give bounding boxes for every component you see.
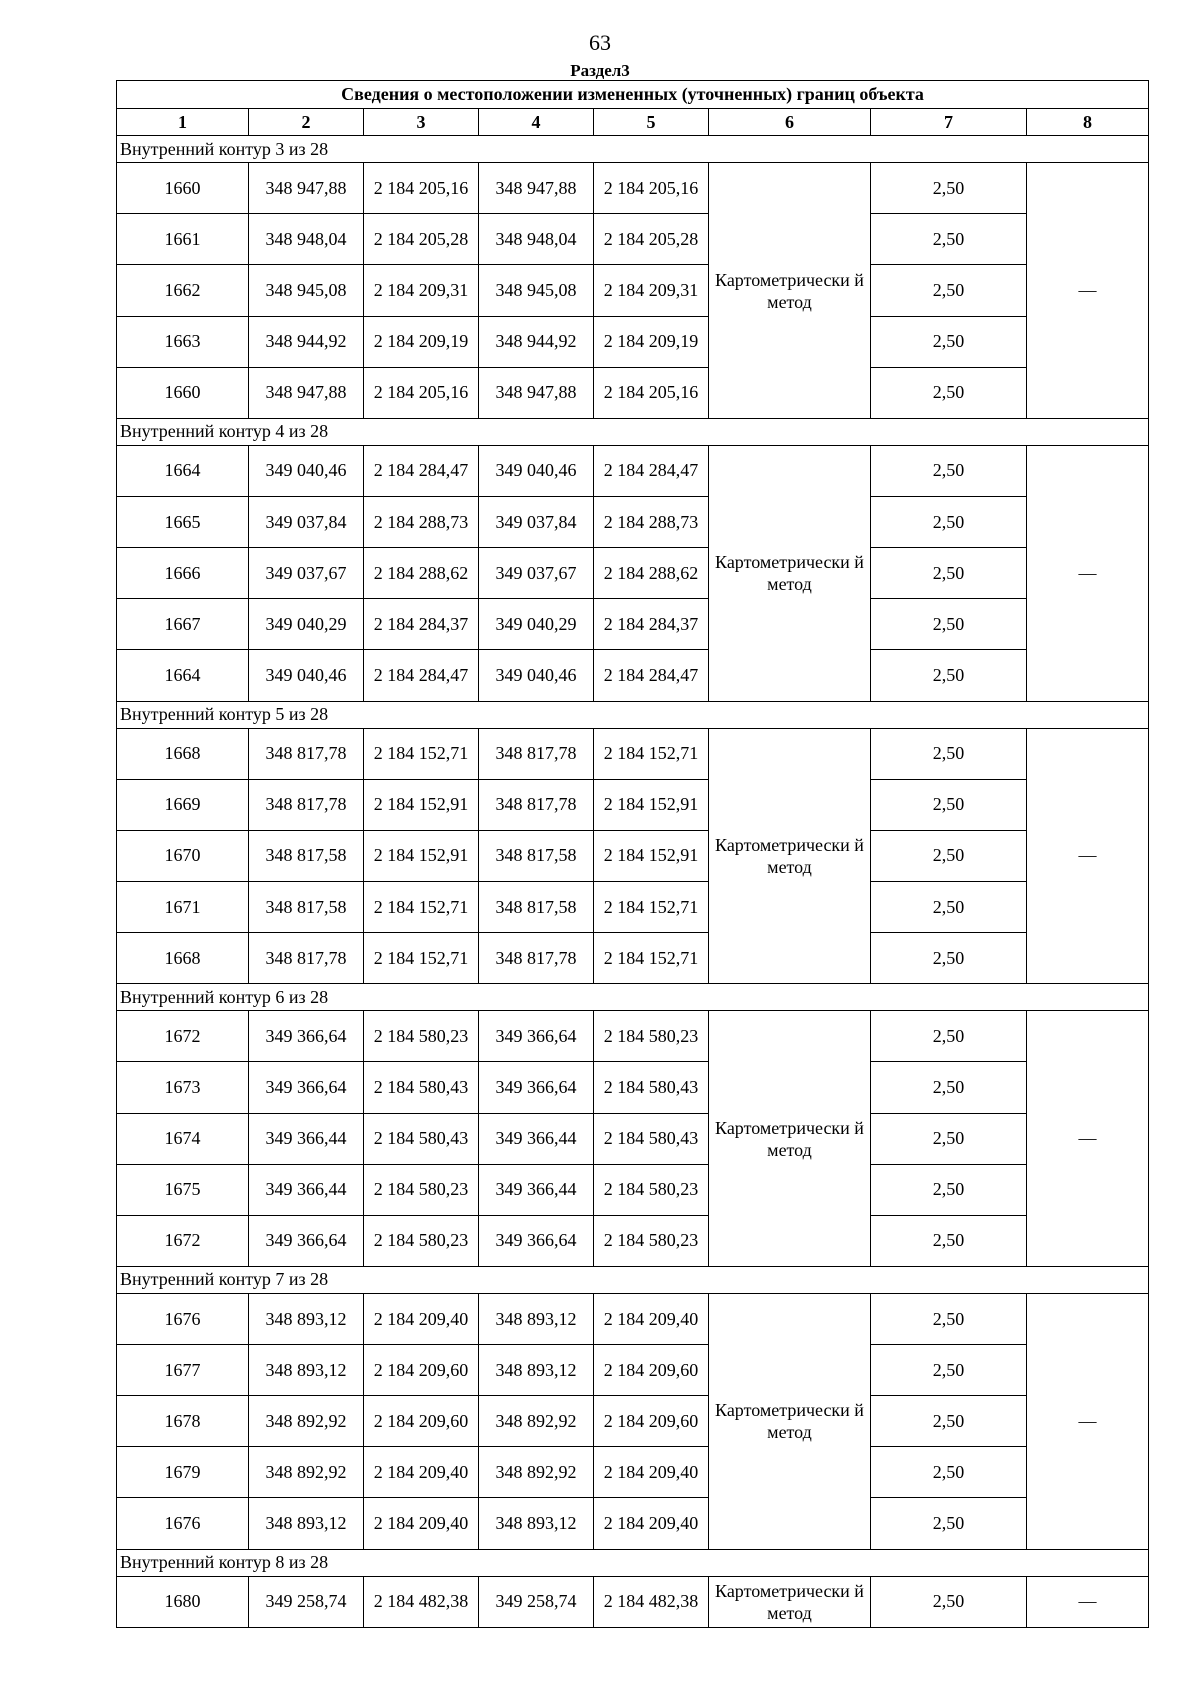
y-coordinate: 2 184 288,73 bbox=[364, 497, 479, 548]
accuracy-value: 2,50 bbox=[871, 779, 1027, 830]
y-coordinate: 2 184 284,47 bbox=[364, 650, 479, 701]
y-coordinate-new: 2 184 152,91 bbox=[594, 779, 709, 830]
y-coordinate-new: 2 184 209,60 bbox=[594, 1345, 709, 1396]
x-coordinate-new: 349 040,46 bbox=[479, 650, 594, 701]
accuracy-value: 2,50 bbox=[871, 1293, 1027, 1344]
x-coordinate: 349 366,64 bbox=[249, 1062, 364, 1113]
x-coordinate-new: 348 944,92 bbox=[479, 316, 594, 367]
x-coordinate-new: 349 366,44 bbox=[479, 1113, 594, 1164]
accuracy-value: 2,50 bbox=[871, 881, 1027, 932]
accuracy-value: 2,50 bbox=[871, 1011, 1027, 1062]
x-coordinate-new: 348 817,58 bbox=[479, 881, 594, 932]
y-coordinate: 2 184 152,71 bbox=[364, 881, 479, 932]
point-number: 1670 bbox=[117, 830, 249, 881]
x-coordinate-new: 349 366,64 bbox=[479, 1011, 594, 1062]
contour-label: Внутренний контур 8 из 28 bbox=[117, 1549, 1149, 1576]
dash-cell: — bbox=[1027, 1293, 1149, 1549]
y-coordinate-new: 2 184 288,62 bbox=[594, 548, 709, 599]
accuracy-value: 2,50 bbox=[871, 1113, 1027, 1164]
column-header: 5 bbox=[594, 109, 709, 136]
contour-header-row bbox=[117, 136, 1149, 163]
contour-header-row bbox=[117, 701, 1149, 728]
table-row bbox=[117, 728, 1149, 779]
y-coordinate-new: 2 184 205,16 bbox=[594, 163, 709, 214]
x-coordinate: 349 366,44 bbox=[249, 1164, 364, 1215]
table-body bbox=[117, 81, 1149, 1628]
x-coordinate-new: 349 037,67 bbox=[479, 548, 594, 599]
x-coordinate: 348 893,12 bbox=[249, 1345, 364, 1396]
column-header: 1 bbox=[117, 109, 249, 136]
x-coordinate: 348 893,12 bbox=[249, 1498, 364, 1549]
accuracy-value: 2,50 bbox=[871, 265, 1027, 316]
accuracy-value: 2,50 bbox=[871, 933, 1027, 984]
dash-cell: — bbox=[1027, 1011, 1149, 1267]
accuracy-value: 2,50 bbox=[871, 1345, 1027, 1396]
x-coordinate-new: 349 366,64 bbox=[479, 1062, 594, 1113]
x-coordinate: 348 947,88 bbox=[249, 367, 364, 418]
table-row bbox=[117, 1113, 1149, 1164]
point-number: 1664 bbox=[117, 445, 249, 496]
dash-cell: — bbox=[1027, 445, 1149, 701]
contour-header-row bbox=[117, 1266, 1149, 1293]
table-row bbox=[117, 881, 1149, 932]
y-coordinate-new: 2 184 209,60 bbox=[594, 1396, 709, 1447]
dash-cell: — bbox=[1027, 728, 1149, 984]
table-row bbox=[117, 1576, 1149, 1627]
point-number: 1678 bbox=[117, 1396, 249, 1447]
table-title-row bbox=[117, 81, 1149, 109]
x-coordinate: 349 040,46 bbox=[249, 650, 364, 701]
contour-header-row bbox=[117, 1549, 1149, 1576]
x-coordinate: 348 817,58 bbox=[249, 830, 364, 881]
point-number: 1661 bbox=[117, 214, 249, 265]
dash-cell: — bbox=[1027, 163, 1149, 419]
table-row bbox=[117, 497, 1149, 548]
x-coordinate: 349 040,29 bbox=[249, 599, 364, 650]
coordinates-table bbox=[116, 80, 1149, 1628]
x-coordinate: 348 817,78 bbox=[249, 728, 364, 779]
contour-header-row bbox=[117, 418, 1149, 445]
page-number: 63 bbox=[589, 30, 611, 55]
contour-label: Внутренний контур 4 из 28 bbox=[117, 418, 1149, 445]
x-coordinate: 349 366,44 bbox=[249, 1113, 364, 1164]
y-coordinate-new: 2 184 209,40 bbox=[594, 1293, 709, 1344]
x-coordinate: 349 258,74 bbox=[249, 1576, 364, 1627]
x-coordinate: 349 037,67 bbox=[249, 548, 364, 599]
y-coordinate: 2 184 580,23 bbox=[364, 1011, 479, 1062]
y-coordinate-new: 2 184 209,19 bbox=[594, 316, 709, 367]
y-coordinate: 2 184 152,91 bbox=[364, 779, 479, 830]
point-number: 1672 bbox=[117, 1011, 249, 1062]
y-coordinate: 2 184 482,38 bbox=[364, 1576, 479, 1627]
x-coordinate-new: 349 366,44 bbox=[479, 1164, 594, 1215]
accuracy-value: 2,50 bbox=[871, 1215, 1027, 1266]
y-coordinate: 2 184 209,40 bbox=[364, 1293, 479, 1344]
contour-label: Внутренний контур 7 из 28 bbox=[117, 1266, 1149, 1293]
method-cell: Картометрически й метод bbox=[709, 1293, 871, 1549]
accuracy-value: 2,50 bbox=[871, 1498, 1027, 1549]
dash-cell: — bbox=[1027, 1576, 1149, 1627]
table-row bbox=[117, 779, 1149, 830]
point-number: 1666 bbox=[117, 548, 249, 599]
accuracy-value: 2,50 bbox=[871, 1062, 1027, 1113]
y-coordinate: 2 184 205,28 bbox=[364, 214, 479, 265]
table-row bbox=[117, 1345, 1149, 1396]
accuracy-value: 2,50 bbox=[871, 316, 1027, 367]
y-coordinate-new: 2 184 580,23 bbox=[594, 1215, 709, 1266]
table-row bbox=[117, 548, 1149, 599]
x-coordinate-new: 349 040,46 bbox=[479, 445, 594, 496]
table-row bbox=[117, 830, 1149, 881]
column-header-row bbox=[117, 109, 1149, 136]
x-coordinate-new: 348 947,88 bbox=[479, 367, 594, 418]
method-cell: Картометрически й метод bbox=[709, 728, 871, 984]
contour-label: Внутренний контур 3 из 28 bbox=[117, 136, 1149, 163]
y-coordinate-new: 2 184 288,73 bbox=[594, 497, 709, 548]
x-coordinate: 348 944,92 bbox=[249, 316, 364, 367]
accuracy-value: 2,50 bbox=[871, 1576, 1027, 1627]
table-row bbox=[117, 650, 1149, 701]
y-coordinate: 2 184 288,62 bbox=[364, 548, 479, 599]
y-coordinate: 2 184 209,40 bbox=[364, 1498, 479, 1549]
table-row bbox=[117, 265, 1149, 316]
x-coordinate: 349 366,64 bbox=[249, 1215, 364, 1266]
y-coordinate: 2 184 152,91 bbox=[364, 830, 479, 881]
point-number: 1671 bbox=[117, 881, 249, 932]
point-number: 1675 bbox=[117, 1164, 249, 1215]
table-row bbox=[117, 316, 1149, 367]
x-coordinate: 348 817,58 bbox=[249, 881, 364, 932]
x-coordinate-new: 348 893,12 bbox=[479, 1345, 594, 1396]
x-coordinate-new: 348 945,08 bbox=[479, 265, 594, 316]
column-header: 6 bbox=[709, 109, 871, 136]
accuracy-value: 2,50 bbox=[871, 1447, 1027, 1498]
y-coordinate-new: 2 184 205,16 bbox=[594, 367, 709, 418]
point-number: 1667 bbox=[117, 599, 249, 650]
y-coordinate-new: 2 184 580,23 bbox=[594, 1011, 709, 1062]
method-cell: Картометрически й метод bbox=[709, 445, 871, 701]
y-coordinate: 2 184 284,47 bbox=[364, 445, 479, 496]
x-coordinate: 349 040,46 bbox=[249, 445, 364, 496]
y-coordinate: 2 184 580,23 bbox=[364, 1164, 479, 1215]
table-row bbox=[117, 163, 1149, 214]
method-cell: Картометрически й метод bbox=[709, 1011, 871, 1267]
point-number: 1676 bbox=[117, 1498, 249, 1549]
y-coordinate: 2 184 209,60 bbox=[364, 1345, 479, 1396]
x-coordinate-new: 348 817,78 bbox=[479, 933, 594, 984]
accuracy-value: 2,50 bbox=[871, 214, 1027, 265]
x-coordinate-new: 349 366,64 bbox=[479, 1215, 594, 1266]
point-number: 1672 bbox=[117, 1215, 249, 1266]
table-row bbox=[117, 445, 1149, 496]
x-coordinate: 348 817,78 bbox=[249, 779, 364, 830]
y-coordinate-new: 2 184 482,38 bbox=[594, 1576, 709, 1627]
y-coordinate-new: 2 184 152,71 bbox=[594, 881, 709, 932]
point-number: 1662 bbox=[117, 265, 249, 316]
point-number: 1673 bbox=[117, 1062, 249, 1113]
table-row bbox=[117, 1396, 1149, 1447]
accuracy-value: 2,50 bbox=[871, 445, 1027, 496]
y-coordinate: 2 184 209,60 bbox=[364, 1396, 479, 1447]
point-number: 1660 bbox=[117, 367, 249, 418]
accuracy-value: 2,50 bbox=[871, 728, 1027, 779]
x-coordinate: 348 947,88 bbox=[249, 163, 364, 214]
table-row bbox=[117, 214, 1149, 265]
x-coordinate-new: 348 817,78 bbox=[479, 728, 594, 779]
section-title: Раздел3 bbox=[570, 61, 630, 80]
y-coordinate: 2 184 209,31 bbox=[364, 265, 479, 316]
x-coordinate-new: 348 893,12 bbox=[479, 1498, 594, 1549]
contour-header-row bbox=[117, 984, 1149, 1011]
point-number: 1665 bbox=[117, 497, 249, 548]
y-coordinate: 2 184 209,19 bbox=[364, 316, 479, 367]
column-header: 7 bbox=[871, 109, 1027, 136]
x-coordinate: 348 817,78 bbox=[249, 933, 364, 984]
x-coordinate: 348 892,92 bbox=[249, 1447, 364, 1498]
method-cell: Картометрически й метод bbox=[709, 163, 871, 419]
column-header: 8 bbox=[1027, 109, 1149, 136]
x-coordinate: 349 366,64 bbox=[249, 1011, 364, 1062]
point-number: 1676 bbox=[117, 1293, 249, 1344]
accuracy-value: 2,50 bbox=[871, 1164, 1027, 1215]
table-row bbox=[117, 933, 1149, 984]
point-number: 1669 bbox=[117, 779, 249, 830]
accuracy-value: 2,50 bbox=[871, 1396, 1027, 1447]
table-row bbox=[117, 1293, 1149, 1344]
y-coordinate: 2 184 580,23 bbox=[364, 1215, 479, 1266]
table-row bbox=[117, 1447, 1149, 1498]
y-coordinate-new: 2 184 580,43 bbox=[594, 1113, 709, 1164]
y-coordinate-new: 2 184 152,71 bbox=[594, 728, 709, 779]
point-number: 1680 bbox=[117, 1576, 249, 1627]
accuracy-value: 2,50 bbox=[871, 497, 1027, 548]
y-coordinate: 2 184 284,37 bbox=[364, 599, 479, 650]
point-number: 1668 bbox=[117, 728, 249, 779]
x-coordinate: 348 948,04 bbox=[249, 214, 364, 265]
x-coordinate-new: 348 817,78 bbox=[479, 779, 594, 830]
table-row bbox=[117, 1215, 1149, 1266]
y-coordinate: 2 184 152,71 bbox=[364, 933, 479, 984]
y-coordinate-new: 2 184 284,47 bbox=[594, 445, 709, 496]
table-title: Сведения о местоположении измененных (уточненных) границ объекта bbox=[117, 81, 1149, 109]
y-coordinate-new: 2 184 152,71 bbox=[594, 933, 709, 984]
accuracy-value: 2,50 bbox=[871, 367, 1027, 418]
x-coordinate-new: 349 258,74 bbox=[479, 1576, 594, 1627]
table-row bbox=[117, 599, 1149, 650]
x-coordinate-new: 349 037,84 bbox=[479, 497, 594, 548]
point-number: 1679 bbox=[117, 1447, 249, 1498]
x-coordinate: 348 892,92 bbox=[249, 1396, 364, 1447]
y-coordinate-new: 2 184 209,40 bbox=[594, 1447, 709, 1498]
point-number: 1664 bbox=[117, 650, 249, 701]
method-cell: Картометрически й метод bbox=[709, 1576, 871, 1627]
table-row bbox=[117, 1062, 1149, 1113]
contour-label: Внутренний контур 6 из 28 bbox=[117, 984, 1149, 1011]
table-row bbox=[117, 367, 1149, 418]
y-coordinate: 2 184 205,16 bbox=[364, 367, 479, 418]
y-coordinate-new: 2 184 580,43 bbox=[594, 1062, 709, 1113]
column-header: 4 bbox=[479, 109, 594, 136]
accuracy-value: 2,50 bbox=[871, 599, 1027, 650]
y-coordinate: 2 184 205,16 bbox=[364, 163, 479, 214]
x-coordinate-new: 348 892,92 bbox=[479, 1396, 594, 1447]
accuracy-value: 2,50 bbox=[871, 830, 1027, 881]
x-coordinate-new: 348 892,92 bbox=[479, 1447, 594, 1498]
point-number: 1668 bbox=[117, 933, 249, 984]
x-coordinate-new: 349 040,29 bbox=[479, 599, 594, 650]
x-coordinate-new: 348 893,12 bbox=[479, 1293, 594, 1344]
table-row bbox=[117, 1011, 1149, 1062]
y-coordinate-new: 2 184 152,91 bbox=[594, 830, 709, 881]
y-coordinate: 2 184 580,43 bbox=[364, 1113, 479, 1164]
table-row bbox=[117, 1498, 1149, 1549]
x-coordinate: 348 945,08 bbox=[249, 265, 364, 316]
x-coordinate: 349 037,84 bbox=[249, 497, 364, 548]
y-coordinate: 2 184 209,40 bbox=[364, 1447, 479, 1498]
point-number: 1677 bbox=[117, 1345, 249, 1396]
column-header: 2 bbox=[249, 109, 364, 136]
contour-label: Внутренний контур 5 из 28 bbox=[117, 701, 1149, 728]
y-coordinate-new: 2 184 580,23 bbox=[594, 1164, 709, 1215]
x-coordinate-new: 348 817,58 bbox=[479, 830, 594, 881]
y-coordinate-new: 2 184 284,37 bbox=[594, 599, 709, 650]
x-coordinate-new: 348 947,88 bbox=[479, 163, 594, 214]
y-coordinate-new: 2 184 284,47 bbox=[594, 650, 709, 701]
accuracy-value: 2,50 bbox=[871, 548, 1027, 599]
point-number: 1674 bbox=[117, 1113, 249, 1164]
point-number: 1660 bbox=[117, 163, 249, 214]
y-coordinate-new: 2 184 205,28 bbox=[594, 214, 709, 265]
accuracy-value: 2,50 bbox=[871, 163, 1027, 214]
x-coordinate-new: 348 948,04 bbox=[479, 214, 594, 265]
accuracy-value: 2,50 bbox=[871, 650, 1027, 701]
y-coordinate: 2 184 580,43 bbox=[364, 1062, 479, 1113]
y-coordinate-new: 2 184 209,31 bbox=[594, 265, 709, 316]
column-header: 3 bbox=[364, 109, 479, 136]
y-coordinate: 2 184 152,71 bbox=[364, 728, 479, 779]
table-row bbox=[117, 1164, 1149, 1215]
y-coordinate-new: 2 184 209,40 bbox=[594, 1498, 709, 1549]
point-number: 1663 bbox=[117, 316, 249, 367]
x-coordinate: 348 893,12 bbox=[249, 1293, 364, 1344]
